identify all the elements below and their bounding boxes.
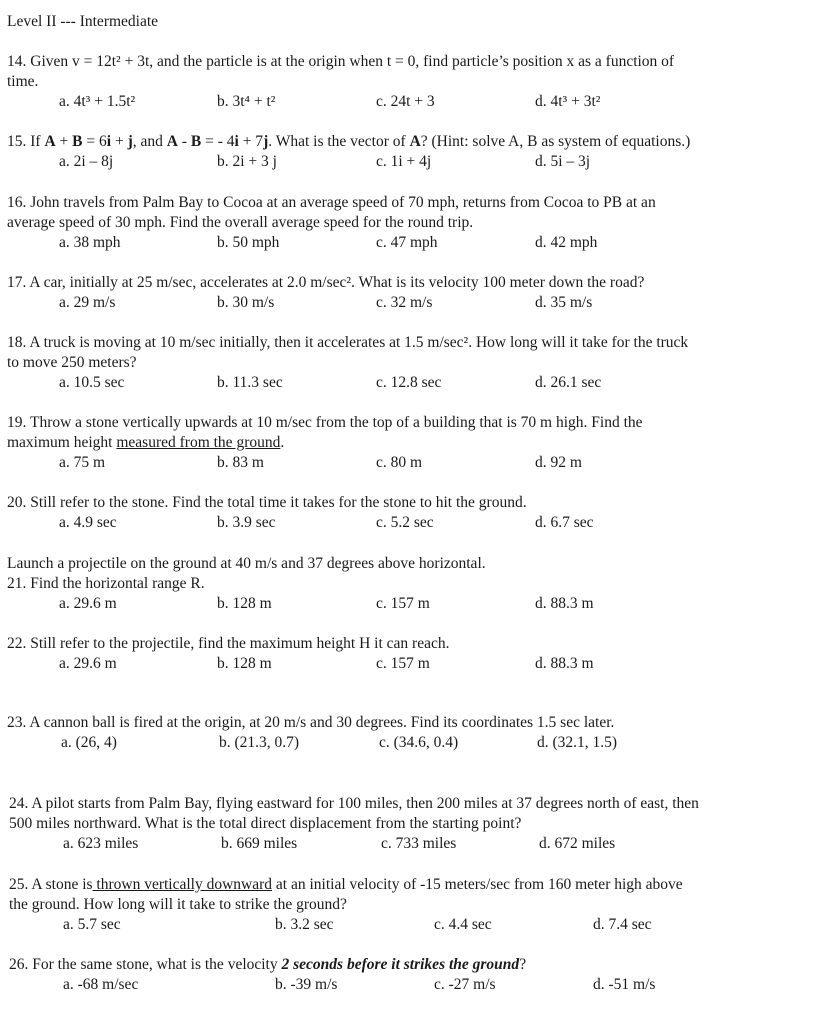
option-b: b. 50 mph — [217, 234, 280, 251]
question-text: 25. A stone is thrown vertically downward at an initial velocity of -15 meters/sec from 160 meter high above — [9, 876, 683, 893]
question-text: 17. A car, initially at 25 m/sec, accelerates at 2.0 m/sec². What is its velocity 100 meter down the road? — [7, 274, 645, 291]
option-d: d. 42 mph — [535, 234, 598, 251]
option-c: c. 24t + 3 — [376, 93, 435, 110]
question-text: 23. A cannon ball is fired at the origin, at 20 m/s and 30 degrees. Find its coordinates 1.5 sec later. — [7, 714, 615, 731]
options-row — [7, 654, 594, 674]
option-a: a. (26, 4) — [61, 734, 117, 751]
option-d: d. (32.1, 1.5) — [537, 734, 618, 751]
question-text: 20. Still refer to the stone. Find the total time it takes for the stone to hit the ground. — [7, 494, 527, 511]
option-d: d. 88.3 m — [535, 655, 594, 672]
question-text: 22. Still refer to the projectile, find the maximum height H it can reach. — [7, 635, 450, 652]
question-25 — [9, 875, 683, 935]
options-row — [7, 594, 594, 614]
options-row — [9, 834, 699, 854]
emphasized-phrase: 2 seconds before it strikes the ground — [281, 956, 520, 973]
page-title: Level II --- Intermediate — [7, 13, 159, 30]
option-c: c. 1i + 4j — [376, 153, 432, 170]
option-c: c. 32 m/s — [376, 294, 433, 311]
question-text: time. — [7, 73, 39, 90]
option-a: a. 2i – 8j — [59, 153, 114, 170]
option-c: c. 12.8 sec — [376, 374, 442, 391]
option-a: a. 623 miles — [63, 835, 139, 852]
option-b: b. -39 m/s — [275, 976, 338, 993]
question-text: 18. A truck is moving at 10 m/sec initially, then it accelerates at 1.5 m/sec². How long will it take for the truck — [7, 334, 689, 351]
option-a: a. 75 m — [59, 454, 106, 471]
question-15 — [7, 132, 690, 172]
option-c: c. 157 m — [376, 655, 430, 672]
options-row — [7, 733, 618, 753]
option-c: c. 80 m — [376, 454, 423, 471]
options-row — [9, 975, 656, 995]
option-d: d. 6.7 sec — [535, 514, 594, 531]
question-16 — [7, 193, 656, 253]
option-d: d. 672 miles — [539, 835, 616, 852]
question-text: Launch a projectile on the ground at 40 m/s and 37 degrees above horizontal. — [7, 555, 486, 572]
question-text: 26. For the same stone, what is the velocity 2 seconds before it strikes the ground? — [9, 956, 527, 973]
option-a: a. 4.9 sec — [59, 514, 117, 531]
question-text: 14. Given v = 12t² + 3t, and the particle is at the origin when t = 0, find particle’s position x as a function of — [7, 53, 675, 70]
option-d: d. 5i – 3j — [535, 153, 591, 170]
question-text: 500 miles northward. What is the total direct displacement from the starting point? — [9, 815, 522, 832]
option-a: a. 10.5 sec — [59, 374, 125, 391]
question-14 — [7, 52, 674, 112]
question-text: maximum height measured from the ground. — [7, 434, 285, 451]
question-text: 21. Find the horizontal range R. — [7, 575, 205, 592]
option-b: b. 128 m — [217, 655, 272, 672]
options-row — [7, 152, 690, 172]
question-text: 19. Throw a stone vertically upwards at 10 m/sec from the top of a building that is 70 m high. Find the — [7, 414, 643, 431]
option-b: b. 669 miles — [221, 835, 298, 852]
question-22 — [7, 634, 594, 674]
options-row — [7, 293, 644, 313]
question-19 — [7, 413, 643, 473]
option-c: c. -27 m/s — [434, 976, 496, 993]
question-20 — [7, 493, 594, 533]
option-d: d. 88.3 m — [535, 595, 594, 612]
option-b: b. 3.2 sec — [275, 916, 334, 933]
question-text: 15. If A + B = 6i + j, and A - B = - 4i + 7j. What is the vector of A? (Hint: solve A, B as system of equations.) — [7, 133, 691, 150]
option-b: b. 30 m/s — [217, 294, 275, 311]
option-d: d. 7.4 sec — [593, 916, 652, 933]
question-text: average speed of 30 mph. Find the overall average speed for the round trip. — [7, 214, 474, 231]
option-c: c. (34.6, 0.4) — [379, 734, 459, 751]
option-b: b. 11.3 sec — [217, 374, 283, 391]
question-24 — [9, 794, 699, 854]
option-b: b. 128 m — [217, 595, 272, 612]
option-b: b. 83 m — [217, 454, 264, 471]
option-d: d. -51 m/s — [593, 976, 656, 993]
question-18 — [7, 333, 688, 393]
question-26 — [9, 955, 656, 995]
options-row — [9, 915, 683, 935]
options-row — [7, 233, 656, 253]
option-a: a. 5.7 sec — [63, 916, 121, 933]
option-c: c. 4.4 sec — [434, 916, 492, 933]
option-a: a. 29.6 m — [59, 655, 117, 672]
option-b: b. 3t⁴ + t² — [217, 93, 276, 110]
option-c: c. 733 miles — [381, 835, 457, 852]
underlined-phrase: measured from the ground — [116, 434, 281, 451]
option-a: a. 29.6 m — [59, 595, 117, 612]
question-23 — [7, 713, 618, 753]
option-d: d. 26.1 sec — [535, 374, 602, 391]
option-a: a. 4t³ + 1.5t² — [59, 93, 136, 110]
option-d: d. 35 m/s — [535, 294, 593, 311]
option-d: d. 4t³ + 3t² — [535, 93, 601, 110]
option-b: b. 2i + 3 j — [217, 153, 277, 170]
option-a: a. 29 m/s — [59, 294, 116, 311]
options-row — [7, 373, 688, 393]
option-c: c. 47 mph — [376, 234, 438, 251]
question-text: 16. John travels from Palm Bay to Cocoa at an average speed of 70 mph, returns from Cocoa to PB at an — [7, 194, 656, 211]
options-row — [7, 513, 594, 533]
underlined-phrase: thrown vertically downward — [92, 876, 273, 893]
question-17 — [7, 273, 644, 313]
option-a: a. -68 m/sec — [63, 976, 139, 993]
question-text: the ground. How long will it take to strike the ground? — [9, 896, 347, 913]
question-21 — [7, 554, 594, 614]
option-b: b. 3.9 sec — [217, 514, 276, 531]
option-a: a. 38 mph — [59, 234, 121, 251]
option-c: c. 5.2 sec — [376, 514, 434, 531]
option-c: c. 157 m — [376, 595, 430, 612]
option-d: d. 92 m — [535, 454, 582, 471]
options-row — [7, 92, 674, 112]
options-row — [7, 453, 643, 473]
question-text: 24. A pilot starts from Palm Bay, flying eastward for 100 miles, then 200 miles at 37 degrees north of east, then — [9, 795, 699, 812]
question-text: to move 250 meters? — [7, 354, 137, 371]
option-b: b. (21.3, 0.7) — [219, 734, 300, 751]
